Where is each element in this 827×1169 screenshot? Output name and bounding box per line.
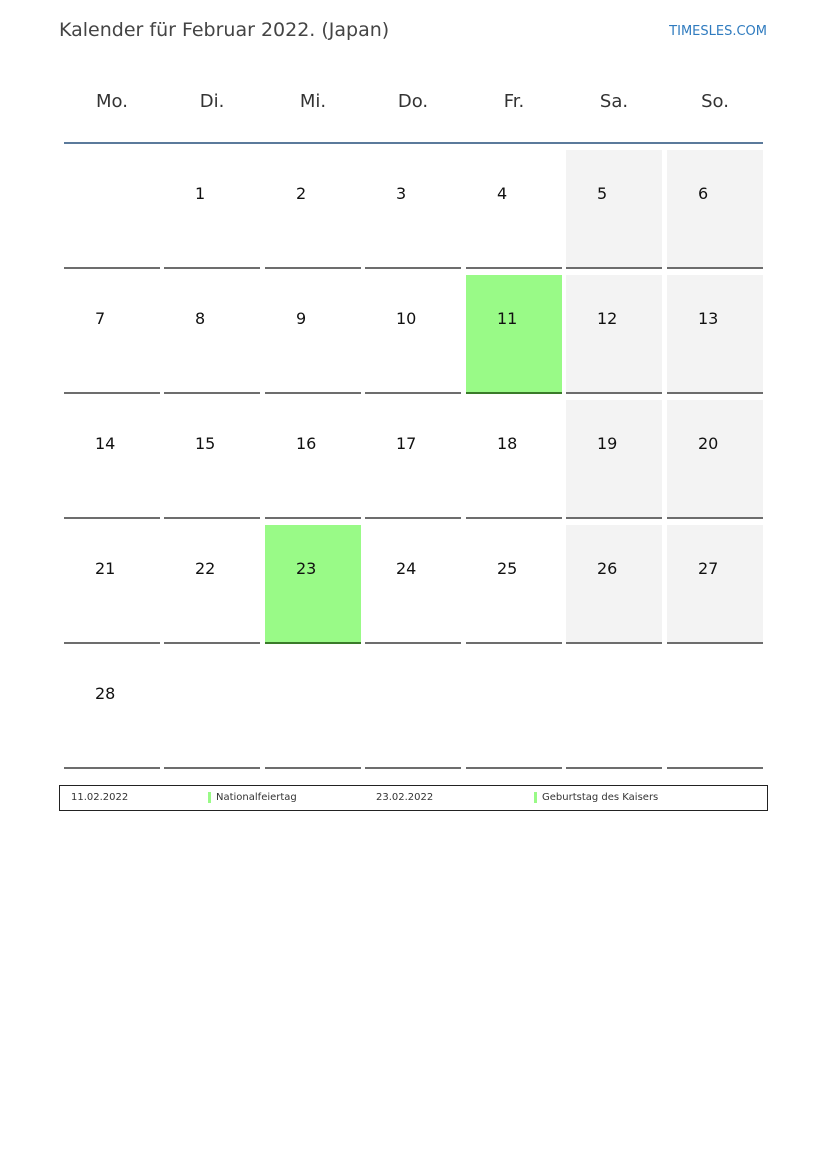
day-cell[interactable] bbox=[265, 275, 361, 394]
weekday-label: Fr. bbox=[503, 91, 525, 112]
day-number: 27 bbox=[698, 559, 719, 578]
day-number: 4 bbox=[497, 184, 508, 203]
day-number: 26 bbox=[597, 559, 618, 578]
day-cell[interactable] bbox=[64, 400, 160, 519]
day-number: 19 bbox=[597, 434, 618, 453]
day-cell[interactable] bbox=[466, 150, 562, 269]
day-cell[interactable] bbox=[365, 525, 461, 644]
weekday-label: Mo. bbox=[96, 91, 128, 112]
day-cell[interactable] bbox=[566, 275, 662, 394]
empty-day-cell bbox=[466, 650, 562, 769]
day-cell[interactable] bbox=[64, 650, 160, 769]
legend-name-1: Nationalfeiertag bbox=[216, 792, 297, 803]
day-number: 20 bbox=[698, 434, 719, 453]
day-number: 16 bbox=[296, 434, 317, 453]
weekday-label: Sa. bbox=[599, 91, 629, 112]
weekday-label: Do. bbox=[397, 91, 429, 112]
legend-color-swatch-2 bbox=[534, 792, 537, 803]
day-cell[interactable] bbox=[667, 275, 763, 394]
legend-date-1: 11.02.2022 bbox=[71, 792, 129, 803]
page-title: Kalender für Februar 2022. (Japan) bbox=[59, 19, 390, 41]
day-number: 9 bbox=[296, 309, 307, 328]
brand-link[interactable]: TIMESLES.COM bbox=[669, 24, 767, 39]
empty-day-cell bbox=[365, 650, 461, 769]
day-number: 18 bbox=[497, 434, 518, 453]
day-number: 1 bbox=[195, 184, 206, 203]
day-number: 2 bbox=[296, 184, 307, 203]
empty-day-cell bbox=[667, 650, 763, 769]
day-number: 24 bbox=[396, 559, 417, 578]
day-number: 22 bbox=[195, 559, 216, 578]
holiday-legend bbox=[59, 785, 768, 811]
day-cell[interactable] bbox=[566, 150, 662, 269]
holiday-day-cell[interactable] bbox=[466, 275, 562, 394]
day-cell[interactable] bbox=[64, 275, 160, 394]
day-number: 15 bbox=[195, 434, 216, 453]
day-number: 8 bbox=[195, 309, 206, 328]
day-cell[interactable] bbox=[164, 400, 260, 519]
day-cell[interactable] bbox=[466, 525, 562, 644]
day-number: 12 bbox=[597, 309, 618, 328]
weekday-label: Mi. bbox=[299, 91, 327, 112]
day-number: 5 bbox=[597, 184, 608, 203]
day-number: 3 bbox=[396, 184, 407, 203]
day-number: 6 bbox=[698, 184, 709, 203]
day-cell[interactable] bbox=[566, 400, 662, 519]
day-cell[interactable] bbox=[164, 150, 260, 269]
day-cell[interactable] bbox=[365, 275, 461, 394]
day-cell[interactable] bbox=[667, 150, 763, 269]
day-number: 11 bbox=[497, 309, 518, 328]
empty-day-cell bbox=[64, 150, 160, 269]
day-cell[interactable] bbox=[566, 525, 662, 644]
empty-day-cell bbox=[164, 650, 260, 769]
day-number: 14 bbox=[95, 434, 116, 453]
legend-name-2: Geburtstag des Kaisers bbox=[542, 792, 659, 803]
day-cell[interactable] bbox=[164, 275, 260, 394]
day-cell[interactable] bbox=[164, 525, 260, 644]
empty-day-cell bbox=[265, 650, 361, 769]
day-number: 28 bbox=[95, 684, 116, 703]
weekday-label: Di. bbox=[199, 91, 225, 112]
day-cell[interactable] bbox=[365, 150, 461, 269]
legend-date-2: 23.02.2022 bbox=[376, 792, 434, 803]
day-cell[interactable] bbox=[466, 400, 562, 519]
day-cell[interactable] bbox=[265, 400, 361, 519]
day-number: 7 bbox=[95, 309, 106, 328]
empty-day-cell bbox=[566, 650, 662, 769]
day-cell[interactable] bbox=[265, 150, 361, 269]
day-number: 23 bbox=[296, 559, 317, 578]
holiday-day-cell[interactable] bbox=[265, 525, 361, 644]
day-number: 13 bbox=[698, 309, 719, 328]
day-cell[interactable] bbox=[667, 400, 763, 519]
legend-color-swatch-1 bbox=[208, 792, 211, 803]
day-number: 25 bbox=[497, 559, 518, 578]
day-cell[interactable] bbox=[365, 400, 461, 519]
day-cell[interactable] bbox=[64, 525, 160, 644]
weekday-label: So. bbox=[701, 91, 729, 112]
day-number: 21 bbox=[95, 559, 116, 578]
day-number: 10 bbox=[396, 309, 417, 328]
day-number: 17 bbox=[396, 434, 417, 453]
header-divider bbox=[64, 142, 763, 144]
day-cell[interactable] bbox=[667, 525, 763, 644]
